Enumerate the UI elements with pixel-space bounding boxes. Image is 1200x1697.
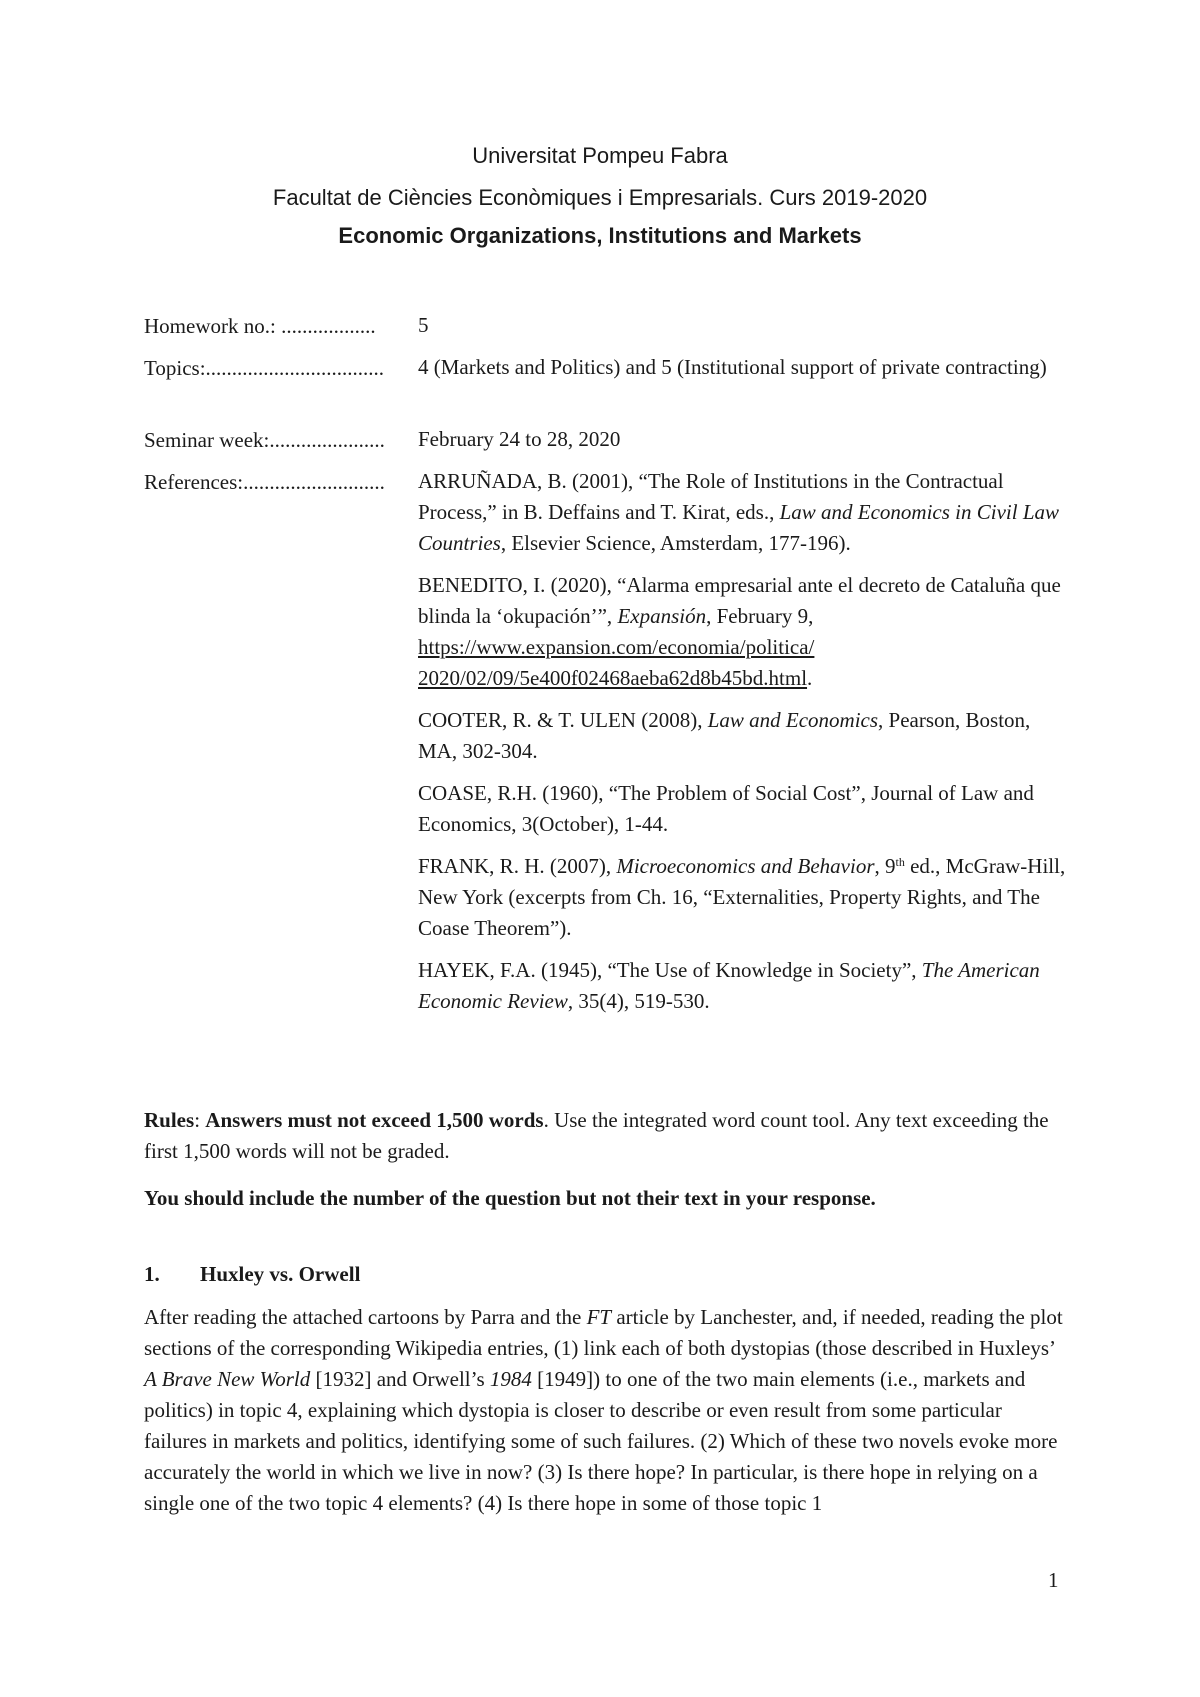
- course-title: Economic Organizations, Institutions and Markets: [338, 223, 862, 248]
- reference-item: ARRUÑADA, B. (2001), “The Role of Institutions in the Contractual Process,” in B. Deffains and T. Kirat, eds., Law and Economics in Civil Law Countries, Elsevier Science, Amsterdam, 177-196).: [418, 469, 1060, 555]
- rules-note: You should include the number of the question but not their text in your response.: [144, 1186, 876, 1210]
- rules-paragraph: Rules: Answers must not exceed 1,500 words. Use the integrated word count tool. Any text exceeding the first 1,500 words will not be graded.: [144, 1108, 1049, 1163]
- topics-value: 4 (Markets and Politics) and 5 (Institutional support of private contracting): [418, 355, 1047, 379]
- faculty-line: Facultat de Ciències Econòmiques i Empresarials. Curs 2019-2020: [272, 185, 928, 210]
- homework-value: 5: [418, 313, 429, 337]
- page-number: 1: [1048, 1568, 1059, 1592]
- references-label: References:...........................: [144, 470, 385, 494]
- university-name: Universitat Pompeu Fabra: [472, 143, 728, 168]
- section-heading: 1. Huxley vs. Orwell: [144, 1262, 361, 1286]
- reference-item: COOTER, R. & T. ULEN (2008), Law and Economics, Pearson, Boston, MA, 302-304.: [418, 708, 1031, 763]
- reference-item: COASE, R.H. (1960), “The Problem of Social Cost”, Journal of Law and Economics, 3(October), 1-44.: [418, 781, 1034, 836]
- seminar-label: Seminar week:......................: [144, 428, 385, 452]
- references-list: [418, 466, 1068, 1028]
- seminar-value: February 24 to 28, 2020: [418, 427, 621, 451]
- section-body: After reading the attached cartoons by Parra and the FT article by Lanchester, and, if needed, reading the plot sections of the corresponding Wikipedia entries, (1) link each of both dystopias (those described in Huxleys’ A Brave New World [1932] and Orwell’s 1984 [1949]) to one of the two main elements (i.e., markets and politics) in topic 4, explaining which dystopia is closer to describe or even result from some particular failures in markets and politics, identifying some of such failures. (2) Which of these two novels evoke more accurately the world in which we live in now? (3) Is there hope? In particular, is there hope in relying on a single one of the two topic 4 elements? (4) Is there hope in some of those topic 1: [144, 1305, 1063, 1515]
- reference-item: BENEDITO, I. (2020), “Alarma empresarial ante el decreto de Cataluña que blinda la ‘okupación’”, Expansión, February 9, https://www.expansion.com/economia/politica/ 2020/02/09/5e400f02468aeba62d8b45bd.html.: [418, 573, 1061, 690]
- reference-link[interactable]: https://www.expansion.com/economia/politica/ 2020/02/09/5e400f02468aeba62d8b45bd.html: [418, 635, 815, 690]
- topics-label: Topics:..................................: [144, 356, 385, 380]
- reference-item: HAYEK, F.A. (1945), “The Use of Knowledge in Society”, The American Economic Review, 35(4), 519-530.: [418, 958, 1040, 1013]
- reference-item: FRANK, R. H. (2007), Microeconomics and Behavior, 9th ed., McGraw-Hill, New York (excerpts from Ch. 16, “Externalities, Property Rights, and The Coase Theorem”).: [418, 854, 1066, 940]
- homework-label: Homework no.: ..................: [144, 314, 376, 338]
